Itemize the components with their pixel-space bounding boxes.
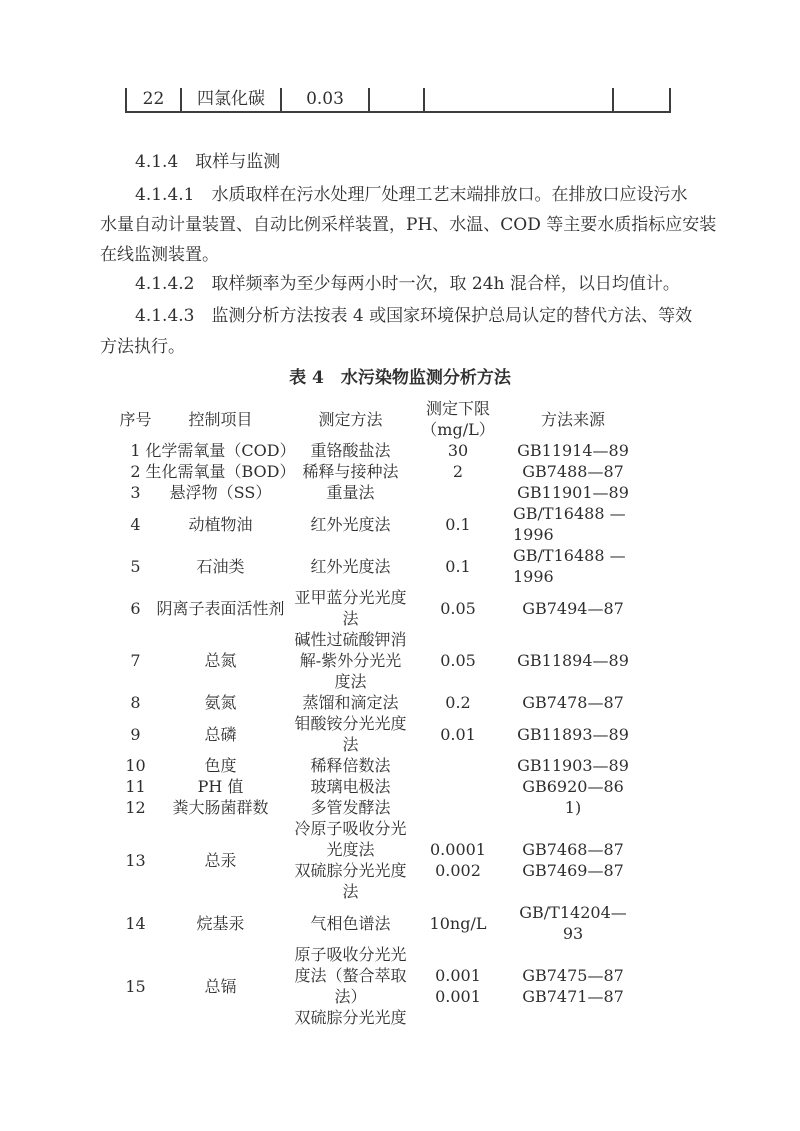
header-source: 方法来源 [540,409,605,429]
method-cell [278,503,423,545]
detection-limit-line: 0.001 [435,987,481,1006]
row-number-cell [108,692,163,713]
method-source-line: 93 [562,924,584,943]
control-item-cell [163,692,278,713]
table-row [108,902,653,944]
row-number-cell [108,545,163,587]
method-cell [278,902,423,944]
method-line: 双硫腙分光光度 [294,861,407,880]
method-source-line: 1996 [513,525,554,544]
row-number-line: 14 [125,913,146,933]
detection-limit-line: 0.05 [440,651,476,670]
paragraph-line: 水量自动计量装置、自动比例采样装置，PH、水温、COD 等主要水质指标应安装 [100,215,717,235]
method-cell [278,755,423,776]
detection-limit-line: 0.002 [435,861,481,880]
header-limit-line2: （mg/L） [421,420,495,439]
detection-limit-cell [423,797,493,818]
method-line: 蒸馏和滴定法 [302,693,399,712]
row-number-cell [108,776,163,797]
header-no: 序号 [119,409,152,429]
row-number-line: 6 [130,598,141,618]
table-row [108,482,653,503]
table-header-row [108,398,653,440]
carryover-cell-no: 22 [125,88,180,111]
row-number-line: 11 [125,777,146,796]
control-item-line: 色度 [204,756,237,775]
row-number-line: 4 [130,514,141,534]
control-item-cell [163,755,278,776]
detection-limit-line: 10ng/L [429,913,487,933]
table-row [108,629,653,692]
control-item-line: PH 值 [197,777,244,796]
method-cell [278,692,423,713]
header-no-cell [108,398,163,440]
control-item-cell [163,713,278,755]
control-item-cell [145,440,296,461]
method-source-line: GB/T14204— [519,903,627,922]
table-row [108,755,653,776]
row-number-line: 5 [130,556,141,576]
control-item-cell [163,503,278,545]
method-source-line: GB7475—87 [522,966,624,985]
control-item-cell [145,461,296,482]
header-method: 测定方法 [318,409,383,429]
method-source-line: GB11914—89 [517,441,629,460]
control-item-line: 总镉 [204,976,237,996]
method-source-cell [493,503,653,545]
detection-limit-line: 0.0001 [430,840,486,859]
detection-limit-cell [423,692,493,713]
control-item-line: 动植物油 [188,514,253,534]
row-number-cell [108,818,163,902]
control-item-line: 阴离子表面活性剂 [156,598,285,618]
row-number-line: 3 [130,483,141,502]
control-item-cell [163,902,278,944]
method-source-cell [493,797,653,818]
row-number-line: 9 [130,724,141,744]
control-item-cell [163,797,278,818]
detection-limit-line: 30 [447,441,469,460]
method-line: 碱性过硫酸钾消 [294,630,407,649]
control-item-line: 悬浮物（SS） [169,483,272,502]
control-item-cell [163,629,278,692]
method-source-line: GB7471—87 [522,987,624,1006]
method-cell [278,587,423,629]
detection-limit-line: 0.1 [445,556,471,576]
control-item-line: 石油类 [196,556,245,576]
method-cell [278,629,423,692]
paragraph-line: 在线监测装置。 [100,245,219,265]
header-item-cell [163,398,278,440]
row-number-cell [108,503,163,545]
method-source-line: GB11903—89 [517,756,629,775]
detection-limit-line: 0.2 [445,693,471,712]
header-limit-line1: 测定下限 [425,399,490,418]
control-item-cell [163,776,278,797]
table-title: 表 4 水污染物监测分析方法 [289,368,511,388]
method-cell [278,545,423,587]
row-number-line: 8 [130,693,141,712]
method-source-cell [493,629,653,692]
row-number-line: 2 [130,462,141,481]
method-cell [278,776,423,797]
detection-limit-cell [423,902,493,944]
row-number-line: 13 [125,850,146,870]
detection-limit-cell [423,713,493,755]
method-source-cell [493,482,653,503]
monitoring-methods-table [108,398,653,1028]
method-source-line: GB7468—87 [522,840,624,859]
control-item-line: 粪大肠菌群数 [172,798,269,817]
method-line: 法 [342,735,359,754]
method-line: 冷原子吸收分光 [294,819,407,838]
control-item-line: 氨氮 [204,693,237,712]
method-source-line: GB11894—89 [517,651,629,670]
row-number-cell [108,587,163,629]
detection-limit-cell [423,545,493,587]
method-source-cell [493,692,653,713]
control-item-line: 总汞 [204,850,237,870]
method-source-cell [493,440,653,461]
method-line: 重铬酸盐法 [310,441,391,460]
method-line: 玻璃电极法 [310,777,391,796]
paragraph-line: 方法执行。 [100,337,185,357]
row-number-line: 1 [130,441,141,460]
row-number-cell [108,797,163,818]
section-heading: 4.1.4 取样与监测 [135,152,281,172]
method-line: 法 [342,609,359,628]
method-source-cell [493,944,653,1028]
detection-limit-cell [423,482,493,503]
method-source-cell [493,461,653,482]
method-line: 红外光度法 [310,556,391,576]
detection-limit-line: 0.1 [445,514,471,534]
detection-limit-cell [423,818,493,902]
carryover-table-row [125,88,671,113]
detection-limit-cell [423,503,493,545]
method-source-line: GB11893—89 [517,724,629,744]
carryover-cell-empty-1 [368,88,423,111]
paragraph-4141 [100,180,717,270]
carryover-cell-empty-2 [423,88,612,111]
method-cell [278,944,423,1028]
carryover-cell-item: 四氯化碳 [180,88,280,111]
method-line: 重量法 [326,483,375,502]
control-item-line: 总氮 [204,651,237,670]
method-line: 原子吸收分光光 [294,945,407,964]
method-cell [278,461,423,482]
method-line: 法） [334,987,367,1006]
method-source-cell [493,776,653,797]
control-item-line: 生化需氧量（BOD） [145,462,296,481]
method-source-line: GB7478—87 [522,693,624,712]
header-item: 控制项目 [188,409,253,429]
paragraph-line: 4.1.4.3 监测分析方法按表 4 或国家环境保护总局认定的替代方法、等效 [135,306,693,326]
method-source-line: GB/T16488 — [513,546,626,565]
detection-limit-cell [423,776,493,797]
detection-limit-line: 0.001 [435,966,481,985]
control-item-cell [163,818,278,902]
method-cell [278,797,423,818]
table-row [108,461,653,482]
method-source-line: 1) [564,798,582,817]
method-source-line: GB11901—89 [517,483,629,502]
table-row [108,713,653,755]
control-item-cell [163,944,278,1028]
method-line: 度法 [334,672,367,691]
method-line: 光度法 [326,840,375,859]
table-row [108,440,653,461]
detection-limit-cell [423,755,493,776]
method-line: 稀释倍数法 [310,756,391,775]
detection-limit-cell [423,629,493,692]
row-number-line: 15 [125,976,146,996]
row-number-line: 7 [130,651,141,670]
paragraph-line: 4.1.4.1 水质取样在污水处理厂处理工艺末端排放口。在排放口应设污水 [135,185,688,205]
detection-limit-cell [423,440,493,461]
table-row [108,503,653,545]
detection-limit-cell [423,944,493,1028]
method-cell [278,482,423,503]
carryover-cell-empty-3 [612,88,671,111]
header-method-cell [278,398,423,440]
method-source-cell [493,755,653,776]
header-limit-cell [423,398,493,440]
row-number-cell [108,629,163,692]
control-item-line: 烷基汞 [196,913,245,933]
row-number-cell [108,482,163,503]
row-number-line: 12 [125,798,146,817]
table-row [108,587,653,629]
row-number-cell [108,902,163,944]
detection-limit-line: 0.01 [440,724,476,744]
method-source-line: GB7488—87 [522,462,624,481]
analysis-table-body [108,440,653,1028]
control-item-cell [163,545,278,587]
header-source-cell [493,398,653,440]
table-row [108,818,653,902]
table-row [108,797,653,818]
method-source-line: 1996 [513,567,554,586]
method-line: 多管发酵法 [310,798,391,817]
row-number-cell [108,755,163,776]
method-line: 红外光度法 [310,514,391,534]
method-line: 双硫腙分光光度 [294,1008,407,1027]
paragraph-4143 [100,301,704,363]
method-source-cell [493,902,653,944]
method-line: 法 [342,882,359,901]
paragraph-4142 [100,269,704,300]
detection-limit-line: 2 [452,462,464,481]
method-source-cell [493,713,653,755]
control-item-cell [163,482,278,503]
paragraph-line: 4.1.4.2 取样频率为至少每两小时一次，取 24h 混合样，以日均值计。 [135,274,680,294]
row-number-cell [108,944,163,1028]
detection-limit-cell [423,587,493,629]
control-item-line: 总磷 [204,724,237,744]
method-line: 稀释与接种法 [302,462,399,481]
method-source-cell [493,545,653,587]
method-line: 气相色谱法 [310,913,391,933]
row-number-cell [108,713,163,755]
table-row [108,545,653,587]
carryover-cell-value: 0.03 [280,88,368,111]
table-row [108,776,653,797]
method-line: 钼酸铵分光光度 [294,714,407,733]
method-source-line: GB7469—87 [522,861,624,880]
method-source-cell [493,818,653,902]
control-item-line: 化学需氧量（COD） [145,441,296,460]
method-source-line: GB7494—87 [522,598,624,618]
detection-limit-line: 0.05 [440,598,476,618]
detection-limit-cell [423,461,493,482]
method-line: 度法（螯合萃取 [294,966,407,985]
method-source-cell [493,587,653,629]
method-cell [278,440,423,461]
method-cell [278,818,423,902]
row-number-line: 10 [125,756,146,775]
table-row [108,692,653,713]
method-source-line: GB/T16488 — [513,504,626,523]
method-line: 解-紫外分光光 [299,651,402,670]
table-row [108,944,653,1028]
method-line: 亚甲蓝分光光度 [294,588,407,607]
control-item-cell [156,587,285,629]
method-source-line: GB6920—86 [522,777,624,796]
method-cell [278,713,423,755]
